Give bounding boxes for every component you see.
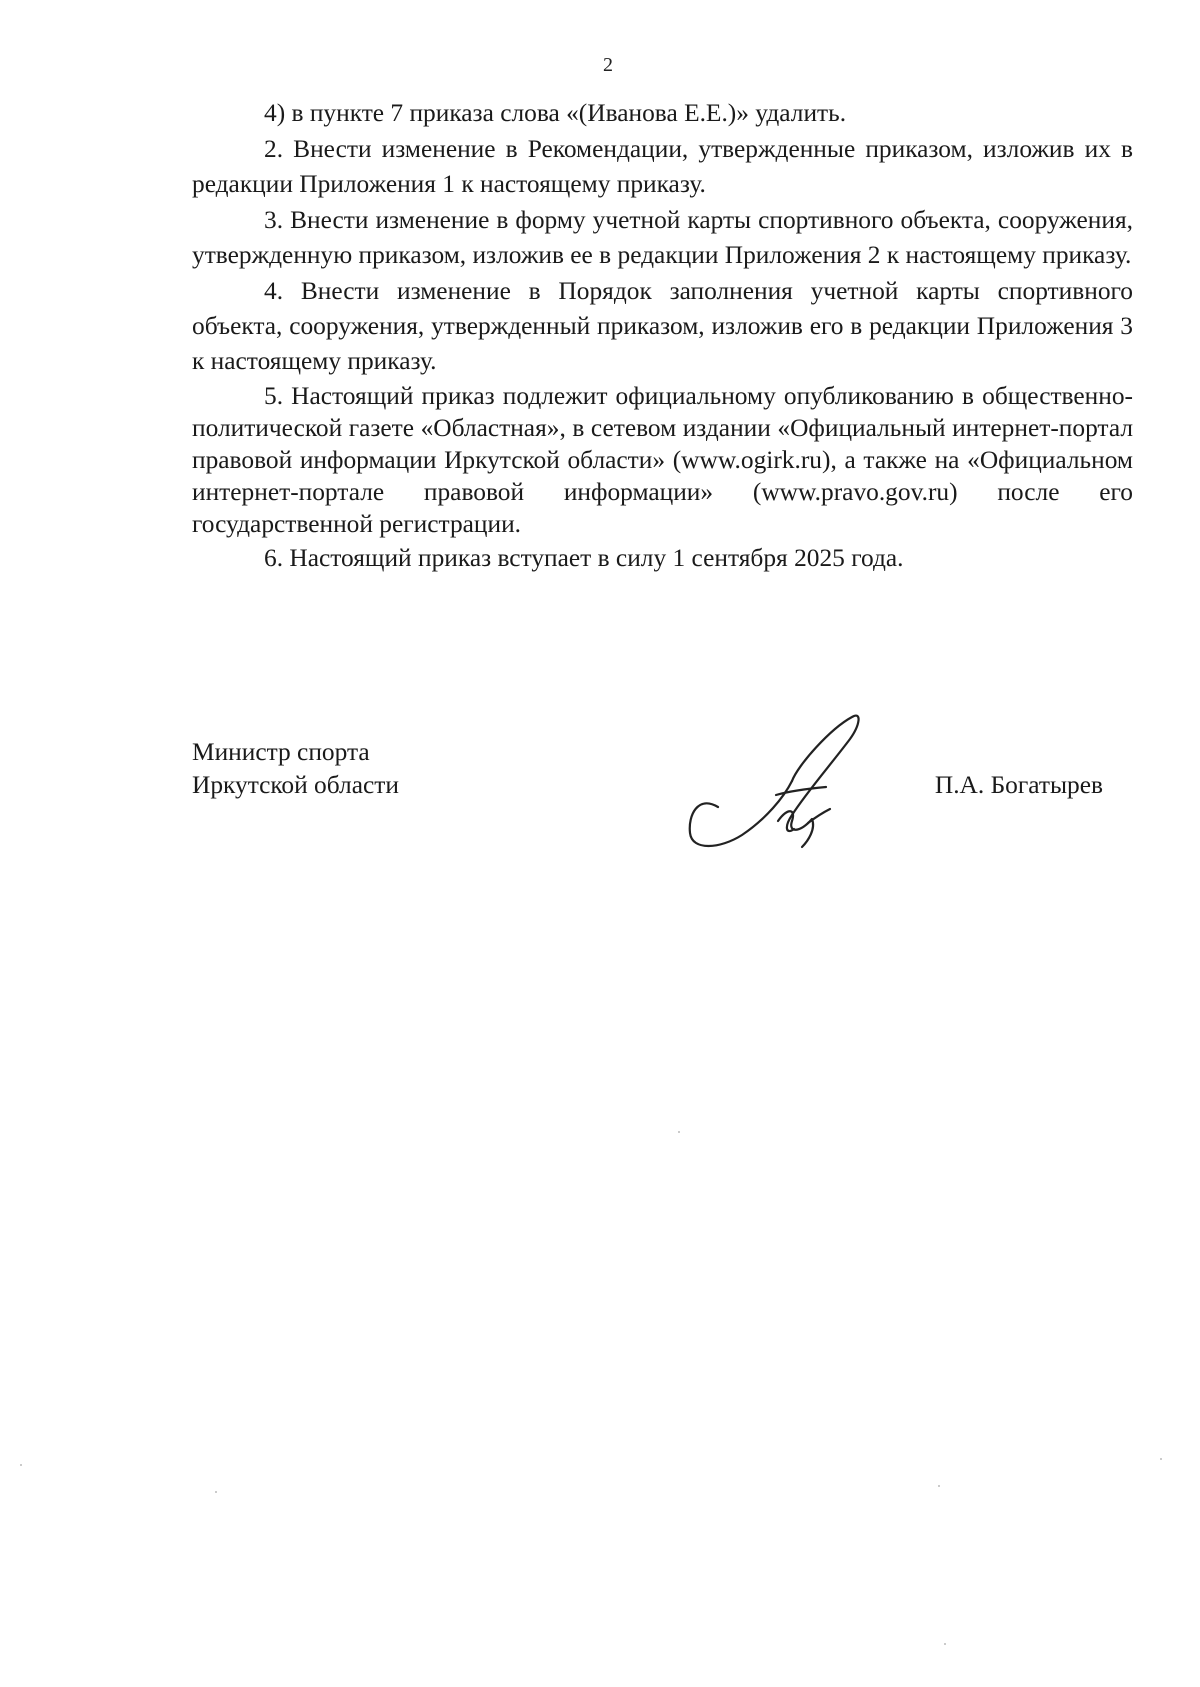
scan-speck (938, 1485, 940, 1487)
scan-speck (944, 1643, 946, 1645)
order-body (192, 96, 1133, 576)
position-line-2: Иркутской области (192, 771, 399, 799)
signatory-position (192, 736, 399, 802)
scan-speck (678, 1131, 680, 1133)
paragraph-6-effective-date: 6. Настоящий приказ вступает в силу 1 сентября 2025 года. (264, 544, 904, 572)
signature-block (192, 736, 1133, 856)
signatory-name: П.А. Богатырев (934, 771, 1103, 799)
page-number: 2 (603, 54, 613, 76)
paragraph-item-4-deletion: 4) в пункте 7 приказа слова «(Иванова Е.Е.)» удалить. (264, 99, 847, 127)
scan-speck (1160, 1458, 1162, 1460)
paragraph-3-form-change: 3. Внести изменение в форму учетной карты спортивного объекта, сооружения, утвержденную приказом, изложив ее в редакции Приложения 2 к настоящему приказу. (192, 206, 1133, 269)
paragraph-4-procedure-change: 4. Внести изменение в Порядок заполнения учетной карты спортивного объекта, сооружения, утвержденный приказом, изложив его в редакции Приложения 3 к настоящему приказу. (192, 277, 1133, 375)
handwritten-signature-icon (680, 711, 900, 861)
scan-speck (215, 1491, 217, 1493)
paragraph-5-publication: 5. Настоящий приказ подлежит официальному опубликованию в общественно-политической газете «Областная», в сетевом издании «Официальный интернет-портал правовой информации Иркутской области» (www.ogirk.ru), а также на «Официальном интернет-портале правовой информации» (www.pravo.gov.ru) после его государственной регистрации. (192, 382, 1133, 538)
scan-speck (20, 1464, 22, 1466)
paragraph-2-recommendations: 2. Внести изменение в Рекомендации, утвержденные приказом, изложив их в редакции Приложения 1 к настоящему приказу. (192, 135, 1133, 198)
position-line-1: Министр спорта (192, 738, 370, 766)
